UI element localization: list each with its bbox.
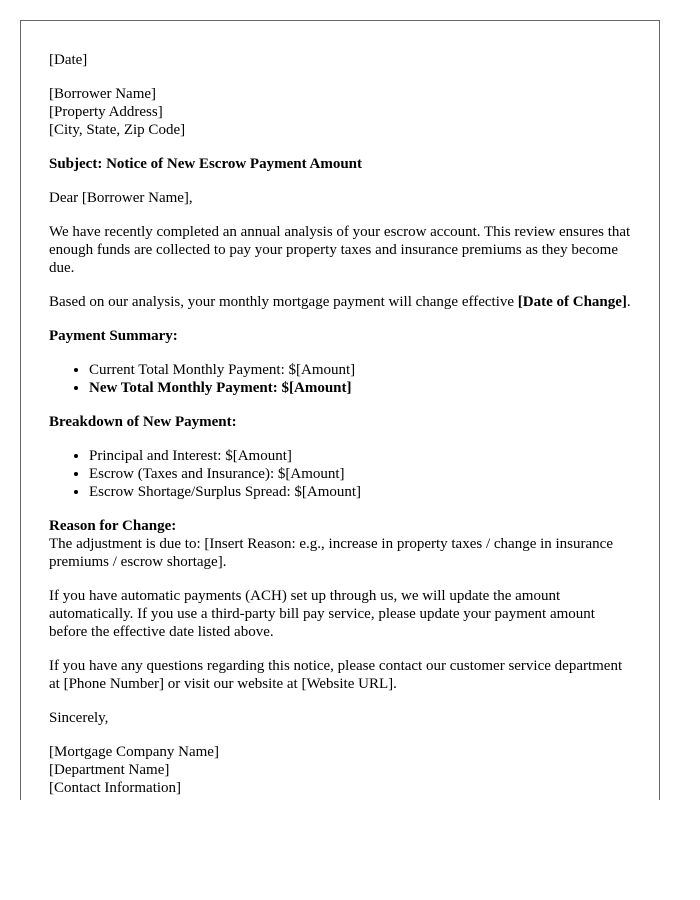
- breakdown-heading: Breakdown of New Payment:: [49, 414, 237, 430]
- recipient-name: [Borrower Name]: [49, 86, 157, 102]
- current-payment-item: • Current Total Monthly Payment: $[Amount]: [89, 361, 631, 379]
- letter-subject: Subject: Notice of New Escrow Payment Amount: [49, 156, 363, 172]
- reason-block: [49, 517, 631, 571]
- contact-paragraph: If you have any questions regarding this notice, please contact our customer service department at [Phone Number] or visit our website at [Website URL].: [49, 658, 623, 692]
- letter-page: [20, 20, 660, 800]
- letter-date: [Date]: [49, 52, 88, 68]
- change-paragraph: [49, 293, 631, 311]
- breakdown-item-shortage: • Escrow Shortage/Surplus Spread: $[Amount]: [89, 483, 631, 501]
- salutation: Dear [Borrower Name],: [49, 190, 193, 206]
- ach-paragraph: If you have automatic payments (ACH) set up through us, we will update the amount automatically. If you use a third-party bill pay service, please update your payment amount before the effective date listed above.: [49, 588, 595, 640]
- change-end: .: [626, 294, 631, 310]
- recipient-address: [Property Address]: [49, 104, 163, 120]
- payment-summary-list: [49, 361, 631, 397]
- signature-block: [49, 743, 631, 797]
- closing: Sincerely,: [49, 710, 109, 726]
- change-text: Based on our analysis, your monthly mortgage payment will change effective: [49, 294, 518, 310]
- breakdown-list: [49, 447, 631, 501]
- reason-heading: Reason for Change:: [49, 518, 177, 534]
- recipient-city-state-zip: [City, State, Zip Code]: [49, 122, 186, 138]
- signature-company: [Mortgage Company Name]: [49, 744, 219, 760]
- reason-text: The adjustment is due to: [Insert Reason: e.g., increase in property taxes / change in insurance premiums / escrow shortage].: [49, 536, 613, 570]
- intro-paragraph: We have recently completed an annual analysis of your escrow account. This review ensures that enough funds are collected to pay your property taxes and insurance premiums as they become due.: [49, 224, 631, 276]
- new-payment-item: • New Total Monthly Payment: $[Amount]: [89, 379, 631, 397]
- signature-contact: [Contact Information]: [49, 780, 182, 796]
- signature-department: [Department Name]: [49, 762, 170, 778]
- recipient-block: [49, 85, 631, 139]
- breakdown-item-escrow: • Escrow (Taxes and Insurance): $[Amount]: [89, 465, 631, 483]
- change-date: [Date of Change]: [517, 294, 627, 310]
- payment-summary-heading: Payment Summary:: [49, 328, 178, 344]
- breakdown-item-principal: • Principal and Interest: $[Amount]: [89, 447, 631, 465]
